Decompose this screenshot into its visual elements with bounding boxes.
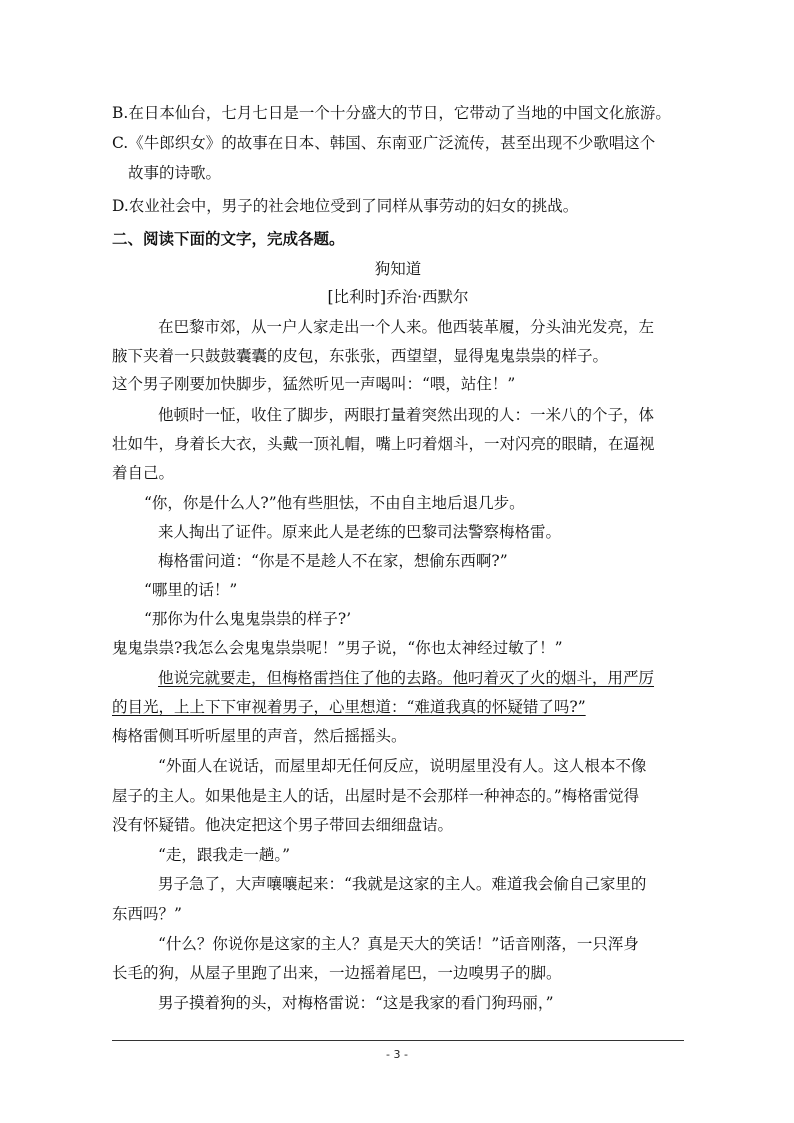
paragraph-10-line1-underlined: 他说完就要走，但梅格雷挡住了他的去路。他叼着灭了火的烟斗，用严厉 xyxy=(158,669,655,687)
paragraph-14-line1: 男子急了，大声嚷嚷起来：“我就是这家的主人。难道我会偷自己家里的 xyxy=(158,875,647,893)
paragraph-14-line2: 东西吗？” xyxy=(112,905,182,923)
paragraph-10-line2-underlined: 的目光，上上下下审视着男子，心里想道：“难道我真的怀疑错了吗?” xyxy=(112,698,586,716)
paragraph-4: “你，你是什么人?”他有些胆怯，不由自主地后退几步。 xyxy=(144,494,525,512)
option-d: D.农业社会中，男子的社会地位受到了同样从事劳动的妇女的挑战。 xyxy=(112,197,579,215)
paragraph-16: 男子摸着狗的头，对梅格雷说：“这是我家的看门狗玛丽，” xyxy=(158,994,554,1012)
paragraph-12-line3: 没有怀疑错。他决定把这个男子带回去细细盘诘。 xyxy=(112,816,454,834)
paragraph-3-line2: 壮如牛，身着长大衣，头戴一顶礼帽，嘴上叼着烟斗，一对闪亮的眼睛，在逼视 xyxy=(112,435,655,453)
footer-divider xyxy=(112,1040,684,1041)
paragraph-1-line1: 在巴黎市郊，从一户人家走出一个人来。他西装革履，分头油光发亮，左 xyxy=(158,318,655,336)
section-heading: 二、阅读下面的文字，完成各题。 xyxy=(112,229,345,248)
paragraph-9: 鬼鬼祟祟?我怎么会鬼鬼祟祟呢！”男子说，“你也太神经过敏了！” xyxy=(112,639,563,657)
paragraph-6: 梅格雷问道：“你是不是趁人不在家，想偷东西啊?” xyxy=(158,552,508,570)
option-c-line2: 故事的诗歌。 xyxy=(128,164,222,182)
paragraph-3-line1: 他顿时一怔，收住了脚步，两眼打量着突然出现的人：一米八的个子，体 xyxy=(158,406,655,424)
paragraph-8: “那你为什么鬼鬼祟祟的样子?’ xyxy=(144,610,352,628)
paragraph-1-line2: 腋下夹着一只鼓鼓囊囊的皮包，东张张，西望望，显得鬼鬼祟祟的样子。 xyxy=(112,347,609,365)
paragraph-11: 梅格雷侧耳听听屋里的声音，然后摇摇头。 xyxy=(112,727,407,745)
story-title: 狗知道 xyxy=(374,260,422,278)
paragraph-2: 这个男子刚要加快脚步，猛然听见一声喝叫：“喂，站住！” xyxy=(112,375,516,393)
page-number: - 3 - xyxy=(386,1048,408,1061)
paragraph-3-line3: 着自己。 xyxy=(112,464,175,482)
paragraph-5: 来人掏出了证件。原来此人是老练的巴黎司法警察梅格雷。 xyxy=(158,523,562,541)
option-c-line1: C.《牛郎织女》的故事在日本、韩国、东南亚广泛流传，甚至出现不少歌唱这个 xyxy=(112,134,656,152)
paragraph-15-line1: “什么？你说你是这家的主人？真是天大的笑话！”话音刚落，一只浑身 xyxy=(158,935,639,953)
paragraph-15-line2: 长毛的狗，从屋子里跑了出来，一边摇着尾巴，一边嗅男子的脚。 xyxy=(112,964,562,982)
paragraph-12-line1: “外面人在说话，而屋里却无任何反应，说明屋里没有人。这人根本不像 xyxy=(158,757,647,775)
paragraph-12-line2: 屋子的主人。如果他是主人的话，出屋时是不会那样一种神态的。”梅格雷觉得 xyxy=(112,787,640,805)
paragraph-7: “哪里的话！” xyxy=(144,581,238,599)
option-b: B.在日本仙台，七月七日是一个十分盛大的节日，它带动了当地的中国文化旅游。 xyxy=(112,104,671,122)
story-author: [比利时]乔治·西默尔 xyxy=(327,288,469,306)
paragraph-13: “走，跟我走一趟。” xyxy=(158,846,291,864)
